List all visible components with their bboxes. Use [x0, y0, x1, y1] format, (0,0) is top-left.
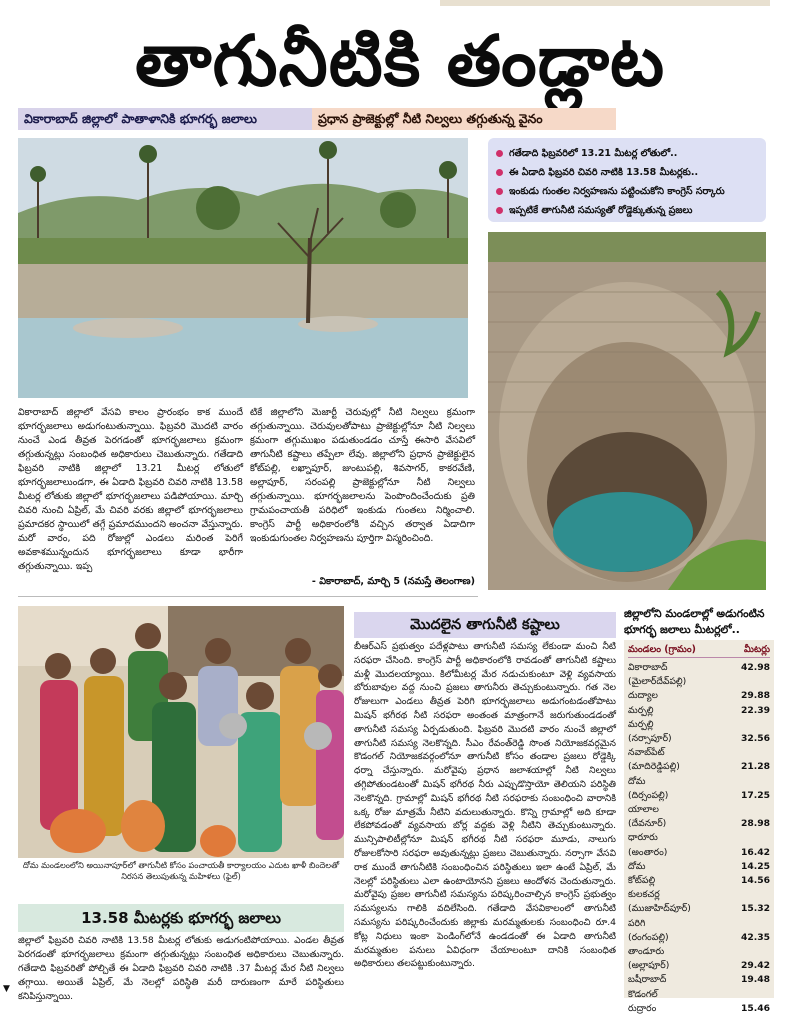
table-row [628, 959, 770, 973]
key-point: ఈ ఏడాది ఫిబ్రవరి చివరి నాటికి 13.58 మీటర్లకు.. [492, 163, 762, 182]
headline: తాగునీటికి తండ్లాట [134, 20, 666, 102]
subhead-right: ప్రధాన ప్రాజెక్టుల్లో నీటి నిల్వలు తగ్గుతున్న వైనం [312, 108, 616, 130]
table-row [628, 888, 770, 902]
table-row [628, 775, 770, 789]
photo-caption: దోమ మండలంలోని అయినాపూర్‌లో తాగునీటి కోసం పంచాయతీ కార్యాలయం ఎదుట ఖాళీ బిందెలతో నిరసన తెలుపుతున్న మహిళలు (ఫైల్) [22, 860, 340, 881]
table-row [628, 817, 770, 831]
table-row [628, 973, 770, 987]
top-strip [440, 0, 770, 6]
mandal-name: మర్పల్లి [628, 718, 654, 730]
table-row [628, 860, 770, 874]
table-row [628, 746, 770, 760]
table-row [628, 945, 770, 959]
col-meters: మీటర్లు [744, 644, 770, 655]
mandal-name: దోమ [628, 775, 646, 787]
lake-photo [18, 138, 468, 398]
table-row [628, 988, 770, 1002]
mandal-name: (ముజాహిద్‌పూర్) [628, 903, 691, 915]
mandal-name: బషీరాబాద్ [628, 974, 667, 986]
mandal-name: (మాదిరెడ్డిపల్లి) [628, 761, 680, 773]
table-row [628, 846, 770, 860]
mandal-name: (దిర్సంపల్లి) [628, 789, 669, 801]
mandal-name: (రంగంపల్లి) [628, 931, 669, 943]
article-body-col2: టికే జిల్లాలోని మెజార్టీ చెరువుల్లో నీటి నిల్వలు క్రమంగా తగ్గుతున్నాయి. చెరువులతోపాటు ప్రాజెక్టుల్లోనూ నీటి నిల్వలు క్రమంగా తగ్గుముఖం పడుతుండడం చూస్తే ఈసారి వేసవిలో తాగునీటి కష్టాలు తప్పేలా లేవు. జిల్లాలోని ప్రధాన ప్రాజెక్టులైన కోట్‌పల్లి, లఖ్నాపూర్, జుంటుపల్లి, శివసాగర్, కాకరవేణి, అల్లాపూర్, సరంపల్లి ప్రాజెక్టుల్లోనూ నీటి నిల్వలు తగ్గుతున్నాయి. భూగర్భజలాలను పెంపొందించేందుకు ప్రతి గ్రామపంచాయతీ పరిధిలో ఇంకుడు గుంతలు నిర్మించాలి. కాంగ్రెస్ పార్టీ అధికారంలోకి వచ్చిన తర్వాత ఏడాదిగా ఇంకుడుగుంతల నిర్వహణను పూర్తిగా విస్మరించింది. [250, 407, 475, 544]
mandal-name: (అల్లాపూర్) [628, 960, 670, 972]
mandal-name: దుద్యాల [628, 690, 658, 702]
key-points-box [488, 138, 766, 222]
table-row [628, 831, 770, 845]
mandal-name: ధారూరు [628, 832, 658, 844]
table-header [628, 644, 770, 658]
groundwater-table [624, 640, 774, 1014]
meter-value: 29.42 [740, 960, 770, 972]
col-mandal: మండలం (గ్రామం) [628, 644, 696, 655]
mandal-name: కోట్‌పల్లి [628, 875, 656, 887]
mandal-name: కొడంగల్ [628, 988, 658, 1000]
section-body-groundwater: జిల్లాలో ఫిబ్రవరి చివరి నాటికి 13.58 మీటర్ల లోతుకు అడుగంటిపోయాయి. ఎండల తీవ్రత పెరగడంతో భూగర్భజలాలు క్రమంగా తగ్గుతున్నట్లు సంబంధిత అధికారులు చెబుతున్నారు. గతేడాది ఫిబ్రవరితో పోల్చితే ఈ ఏడాది ఫిబ్రవరి చివరి నాటికి .37 మీటర్ల మేర నీటి నిల్వలు తగ్గాయి. అయితే ఏప్రిల్, మే నెలల్లో పరిస్థితి మరీ దారుణంగా మారే పరిస్థితులు కనిపిస్తున్నాయి. [18, 935, 344, 1002]
mandal-name: పరిగి [628, 917, 646, 929]
dateline: - వికారాబాద్, మార్చి 5 (నమస్తే తెలంగాణ) [311, 576, 475, 587]
subhead-left: వికారాబాద్ జిల్లాలో పాతాళానికి భూగర్భ జలాలు [18, 108, 318, 130]
mandal-name: (నర్సాపూర్) [628, 733, 672, 745]
section-body-water-woes: బీఆర్‌ఎస్ ప్రభుత్వం పదేళ్లపాటు తాగునీటి సమస్య లేకుండా మంచి నీటి సరఫరా చేసింది. కాంగ్రెస్ పార్టీ అధికారంలోకి రావడంతో తాగునీటి కష్టాలు మళ్లీ మొదలయ్యాయి. కిలోమీటర్ల మేర నడుచుకుంటూ వెళ్లి వ్యవసాయ బోరుబావుల వద్ద నుంచి ప్రజలు తాగునీరు తెచ్చుకుంటున్నారు. గత నెల రోజులుగా ఎండలు తీవ్రత పెరిగి భూగర్భజలాలు అడుగంటడంతోపాటు మిషన్ భగీరథ నీటి సరఫరా అంతంత మాత్రంగానే జరుగుతుండడంతో తాగునీటి సమస్య ఏర్పడుతుంది. ఫిబ్రవరి మొదటి వారం నుంచే జిల్లాలో తాగునీటి సమస్య నెలకొన్నది. సీఎం రేవంత్‌రెడ్డి సొంత నియోజకవర్గమైన కొడంగల్ నియోజకవర్గంలోనూ తాగునీటి కోసం తండాల ప్రజలు రోడ్డెక్కి ధర్నా చేస్తున్నారు. మరోవైపు ప్రధాన జలాశయాల్లో నీటి నిల్వలు తగ్గిపోతుండటంతో మిషన్ భగీరథ నీరు ఎప్పుడొస్తాయో తెలియని పరిస్థితి నెలకొన్నది. గ్రామాల్లో మిషన్ భగీరథ నీటి సరఫరాకు సంబంధించి వారానికి ఒక్క రోజు మాత్రమే నీటిని వదులుతున్నారు. కొన్ని గ్రామాల్లో అది కూడా లేకపోవడంతో వ్యవసాయ బోర్ల వద్దకు వెళ్లి నీటిని తెచ్చుకుంటున్నారు. మున్సిపాలిటీల్లోనూ మిషన్ భగీరథ నీటి సరఫరా మూడు, నాలుగు రోజులకోసారి సరఫరా అవుతున్నట్లు ప్రజలు చెబుతున్నారు. నర్సాగా వేసవి రాక ముందే తాగునీటికి సంబంధించిన పరిస్థితులు ఇలా ఉంటే ఏప్రిల్, మే నెలల్లో పరిస్థితులు ఎలా ఉంటాయోనని ప్రజలు ఆందోళన చెందుతున్నారు. మరోవైపు ప్రజల తాగునీటి సమస్యను పరిష్కరించాల్సిన కాంగ్రెస్ ప్రభుత్వం సమస్యలను గాలికి వదిలేసింది. గతేడాది వేసవికాలంలో తాగునీటి సమస్యను పరిష్కరించేందుకు జిల్లాకు మరమ్మతులకు సంబంధించి రూ.4 కోట్ల నిధులు ఇంకా పెండింగ్‌లోనే ఉండడంతో ఈ ఏడాది తాగునీటి మరమ్మతుల పనులు ఏవిధంగా చేయాలంటూ దానికి సంబంధిత అధికారులు తలపట్టుకుంటున్నారు. [354, 641, 616, 970]
table-row [628, 789, 770, 803]
mandal-name: యాలాల [628, 804, 659, 816]
well-photo [488, 232, 766, 590]
meter-value: 19.48 [740, 974, 770, 986]
mandal-name: (అంతారం) [628, 846, 668, 858]
table-row [628, 704, 770, 718]
meter-value: 21.28 [740, 761, 770, 773]
meter-value: 16.42 [740, 846, 770, 858]
meter-value: 14.25 [740, 860, 770, 872]
protest-photo [18, 606, 344, 858]
mandal-name: వికారాబాద్ [628, 662, 668, 673]
meter-value: 17.25 [740, 789, 770, 801]
table-row [628, 1002, 770, 1016]
divider [18, 596, 478, 597]
meter-value: 29.88 [740, 690, 770, 702]
table-row [628, 732, 770, 746]
article-body-col1: వికారాబాద్ జిల్లాలో వేసవి కాలం ప్రారంభం కాక ముందే భూగర్భజలాలు అడుగంటుతున్నాయి. ఫిబ్రవరి మొదటి వారం నుంచే ఎండ తీవ్రత పెరగడంతో భూగర్భజలాలు క్రమంగా తగ్గుతున్నట్లు సంబంధిత అధికారులు చెబుతున్నారు. గతేడాది ఫిబ్రవరి నాటికి జిల్లాలో 13.21 మీటర్ల లోతులో భూగర్భజలాలుండగా, ఈ ఏడాది ఫిబ్రవరి చివరి నాటికి 13.58 మీటర్ల లోతుకు జిల్లాలో భూగర్భజలాలు పడిపోయాయి. మార్చి చివరి నుంచి ఏప్రిల్, మే చివరి వరకు జిల్లాలో భూగర్భజలాలు ప్రమాదకర స్థాయిలో తగ్గే ప్రమాదముందని అంచనా వేస్తున్నారు. మరో వారం, పది రోజుల్లో ఎండలు మరింత పెరిగే అవకాశమున్నందున భూగర్భజలాలు కూడా భారీగా తగ్గుతున్నాయి. ఇప్ప [18, 407, 243, 572]
bullet-icon [496, 169, 503, 176]
table-row [628, 675, 770, 689]
meter-value: 14.56 [740, 875, 770, 887]
table-row [628, 931, 770, 945]
down-arrow-icon: ▼ [3, 984, 10, 994]
key-point: ఇప్పటికే తాగునీటి సమస్యతో రోడ్డెక్కుతున్న ప్రజలు [492, 201, 762, 220]
table-row [628, 661, 770, 675]
section-title-groundwater: 13.58 మీటర్లకు భూగర్భ జలాలు [18, 904, 344, 932]
meter-value: 15.46 [740, 1002, 770, 1014]
sidebar-title: జిల్లాలోని మండలాల్లో అడుగంటిన భూగర్భ జలాలు మీటర్లలో.. [624, 607, 765, 636]
key-point: గతేడాది ఫిబ్రవరిలో 13.21 మీటర్ల లోతులో.. [492, 144, 762, 163]
table-row [628, 803, 770, 817]
mandal-name: మర్పల్లి [628, 704, 654, 716]
mandal-name: రుద్రారం [628, 1002, 657, 1014]
bullet-icon [496, 188, 503, 195]
mandal-name: దోమ [628, 860, 646, 872]
meter-value: 32.56 [740, 733, 770, 745]
table-row [628, 902, 770, 916]
table-row [628, 760, 770, 774]
table-row [628, 874, 770, 888]
meter-value: 42.35 [740, 931, 770, 943]
mandal-name: (దేవనూర్) [628, 818, 667, 830]
mandal-name: తాండూరు [628, 946, 665, 958]
meter-value: 22.39 [740, 704, 770, 716]
table-row [628, 689, 770, 703]
table-row [628, 917, 770, 931]
meter-value: 15.32 [740, 903, 770, 915]
mandal-name: (మైలార్‌దేవ్‌పల్లి) [628, 676, 687, 688]
table-row [628, 718, 770, 732]
meter-value: 28.98 [740, 818, 770, 830]
section-title-water-woes: మొదలైన తాగునీటి కష్టాలు [354, 612, 616, 638]
bullet-icon [496, 207, 503, 214]
mandal-name: నవాబ్‌పేట్ [628, 747, 665, 759]
mandal-name: కులకచర్ల [628, 889, 660, 901]
bullet-icon [496, 150, 503, 157]
key-point: ఇంకుడు గుంతల నిర్వహణను పట్టించుకోని కాంగ్రెస్ సర్కారు [492, 182, 762, 201]
meter-value: 42.98 [740, 662, 770, 673]
